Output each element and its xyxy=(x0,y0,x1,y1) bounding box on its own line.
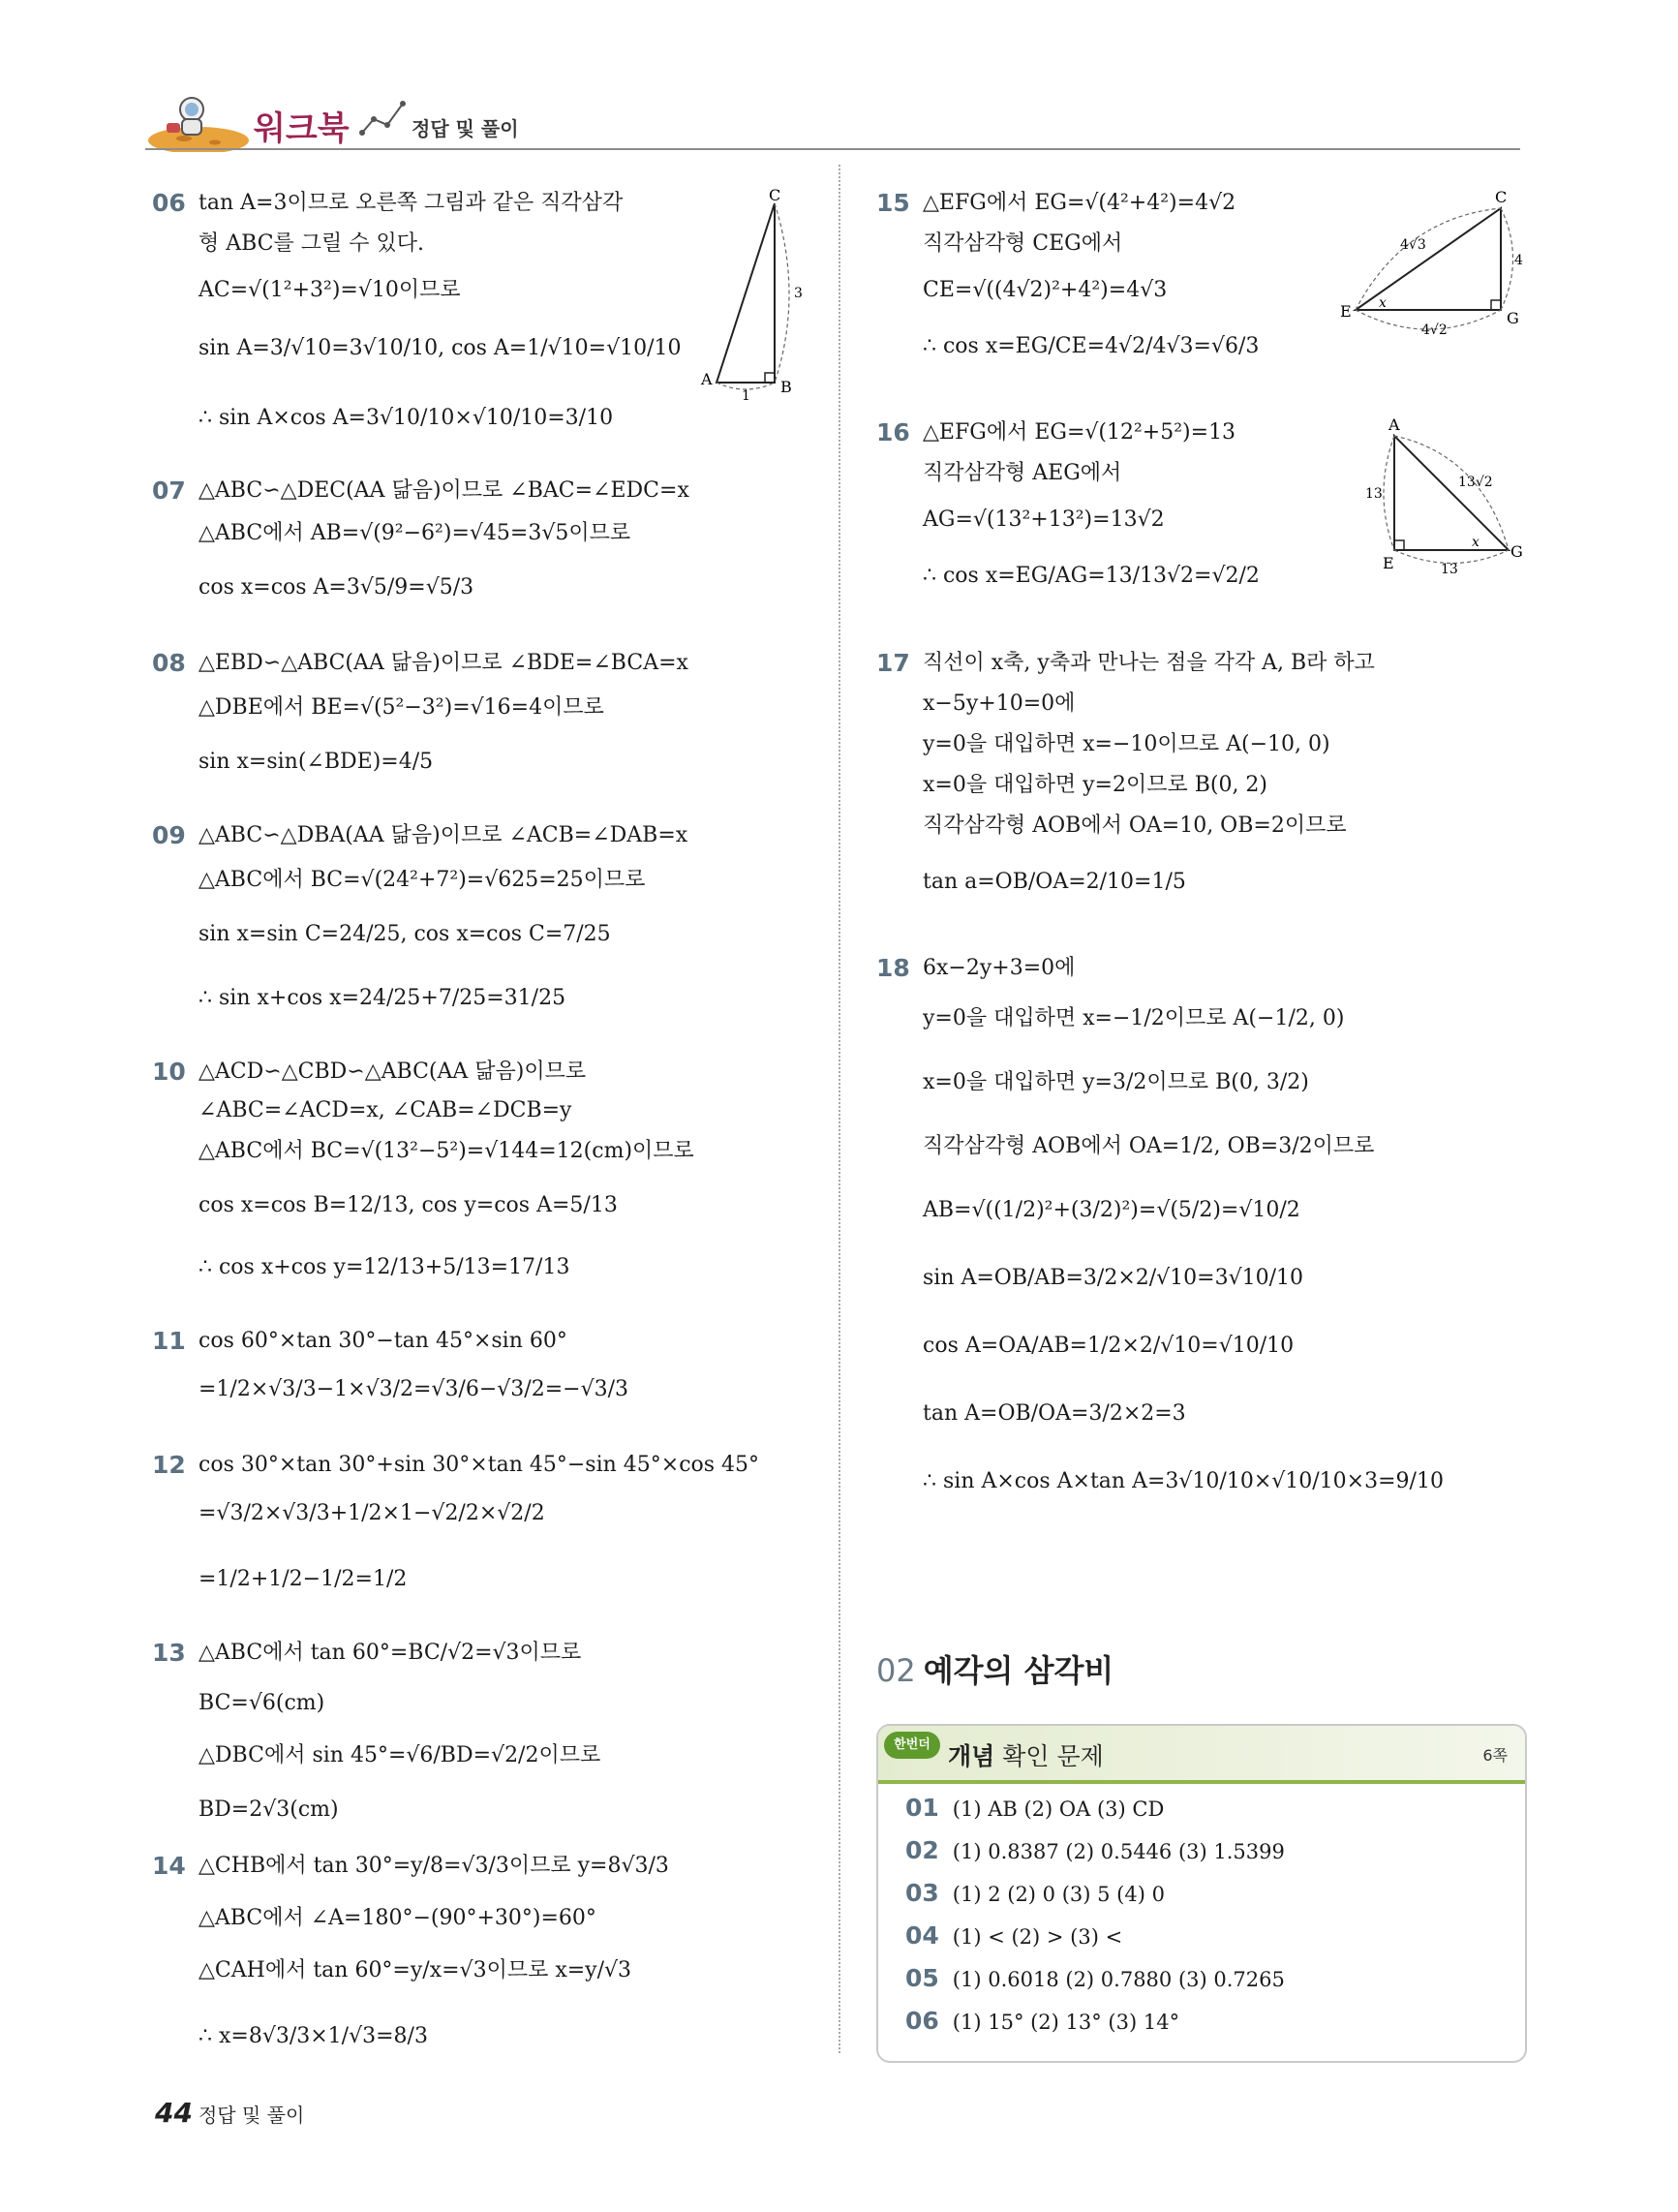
solution-line: 직각삼각형 AOB에서 OA=1/2, OB=3/2이므로 xyxy=(923,1134,1375,1158)
solution-line: =√3/2×√3/3+1/2×1−√2/2×√2/2 xyxy=(198,1501,545,1525)
answer-row xyxy=(905,1794,1164,1822)
answer-number: 02 xyxy=(905,1836,939,1864)
vertex-label-g: G xyxy=(1510,542,1523,561)
solution-line: 형 ABC를 그릴 수 있다. xyxy=(198,231,425,256)
solution-line: cos 60°×tan 30°−tan 45°×sin 60° xyxy=(198,1329,567,1353)
solution-line: cos x=cos A=3√5/9=√5/3 xyxy=(198,575,474,599)
solution-line: △ABC에서 ∠A=180°−(90°+30°)=60° xyxy=(198,1906,596,1930)
solution-line: AC=√(1²+3²)=√10이므로 xyxy=(198,278,461,302)
solution-line: AG=√(13²+13²)=13√2 xyxy=(923,507,1165,532)
solution-line: △ABC에서 AB=√(9²−6²)=√45=3√5이므로 xyxy=(198,521,631,545)
solution-line: △EFG에서 EG=√(4²+4²)=4√2 xyxy=(923,191,1236,215)
problem-number: 16 xyxy=(876,418,910,446)
answer-text: (1) 0.8387 (2) 0.5446 (3) 1.5399 xyxy=(952,1840,1285,1863)
solution-line: cos A=OA/AB=1/2×2/√10=√10/10 xyxy=(923,1334,1295,1358)
solution-line: △ABC에서 BC=√(13²−5²)=√144=12(cm)이므로 xyxy=(198,1139,694,1163)
solution-line: sin A=3/√10=3√10/10, cos A=1/√10=√10/10 xyxy=(198,336,682,360)
side-arc xyxy=(1501,208,1513,310)
footer-label: 정답 및 풀이 xyxy=(198,2104,305,2127)
header-subtitle: 정답 및 풀이 xyxy=(412,117,519,140)
answer-text: (1) AB (2) OA (3) CD xyxy=(952,1797,1165,1821)
astronaut-logo-icon xyxy=(145,92,252,152)
solution-line: △CAH에서 tan 60°=y/x=√3이므로 x=y/√3 xyxy=(198,1958,632,1982)
right-angle-mark xyxy=(1394,540,1404,550)
answer-text: (1) < (2) > (3) < xyxy=(952,1925,1123,1949)
solution-line: sin x=sin(∠BDE)=4/5 xyxy=(198,750,434,774)
problem-number: 10 xyxy=(152,1058,186,1086)
answer-row xyxy=(905,2007,1179,2035)
solution-line: BC=√6(cm) xyxy=(198,1691,325,1715)
right-angle-mark xyxy=(765,373,775,383)
section-title: 예각의 삼각비 xyxy=(923,1652,1114,1689)
problem-number: 13 xyxy=(152,1639,186,1667)
triangle-shape xyxy=(1356,208,1501,310)
problem-number: 12 xyxy=(152,1451,186,1479)
vertex-label-g: G xyxy=(1507,309,1519,327)
problem-number: 15 xyxy=(876,189,910,217)
answer-text: (1) 0.6018 (2) 0.7880 (3) 0.7265 xyxy=(952,1968,1285,1991)
concept-page-ref: 6쪽 xyxy=(1482,1746,1508,1765)
solution-line: △ABC에서 BC=√(24²+7²)=√625=25이므로 xyxy=(198,868,646,892)
solution-line: ∴ cos x+cos y=12/13+5/13=17/13 xyxy=(198,1255,570,1279)
answer-row xyxy=(905,1879,1165,1907)
solution-line: y=0을 대입하면 x=−1/2이므로 A(−1/2, 0) xyxy=(923,1006,1345,1030)
vertex-label-c: C xyxy=(769,189,781,204)
problem-number: 18 xyxy=(876,954,910,982)
solution-line: 직각삼각형 AOB에서 OA=10, OB=2이므로 xyxy=(923,814,1347,838)
concept-box-title xyxy=(948,1737,1104,1772)
constellation-icon xyxy=(358,98,409,140)
side-length-eg: 4√2 xyxy=(1421,323,1448,338)
solution-line: △ABC∽△DBA(AA 닮음)이므로 ∠ACB=∠DAB=x xyxy=(198,823,688,847)
side-length-eg: 13 xyxy=(1441,562,1458,577)
answer-number: 06 xyxy=(905,2007,939,2035)
answer-text: (1) 2 (2) 0 (3) 5 (4) 0 xyxy=(952,1883,1165,1906)
solution-line: x=0을 대입하면 y=3/2이므로 B(0, 3/2) xyxy=(923,1070,1309,1094)
solution-line: △ABC에서 tan 60°=BC/√2=√3이므로 xyxy=(198,1641,582,1665)
header-rule xyxy=(145,148,1520,150)
solution-line: tan a=OB/OA=2/10=1/5 xyxy=(923,870,1186,894)
triangle-aeg-diagram xyxy=(1356,416,1530,581)
answer-number: 05 xyxy=(905,1964,939,1992)
problem-number: 14 xyxy=(152,1852,186,1880)
solution-line: AB=√((1/2)²+(3/2)²)=√(5/2)=√10/2 xyxy=(923,1198,1300,1222)
solution-line: =1/2×√3/3−1×√3/2=√3/6−√3/2=−√3/3 xyxy=(198,1377,628,1401)
solution-line: △DBE에서 BE=√(5²−3²)=√16=4이므로 xyxy=(198,695,604,720)
side-arc xyxy=(1384,436,1394,550)
concept-box-header xyxy=(878,1726,1525,1784)
angle-label-x: x xyxy=(1379,295,1387,311)
header-title: 워크북 xyxy=(254,109,350,148)
problem-number: 09 xyxy=(152,821,186,849)
answer-row xyxy=(905,1836,1285,1864)
solution-line: 6x−2y+3=0에 xyxy=(923,956,1076,980)
side-length-cg: 4 xyxy=(1514,253,1523,268)
answer-number: 04 xyxy=(905,1921,939,1950)
side-length-ab: 1 xyxy=(742,388,750,402)
right-angle-mark xyxy=(1491,300,1501,310)
angle-label-x: x xyxy=(1472,535,1480,550)
concept-title-bold: 개념 xyxy=(948,1742,995,1770)
solution-line: sin x=sin C=24/25, cos x=cos C=7/25 xyxy=(198,922,611,946)
triangle-shape xyxy=(1394,436,1509,550)
problem-number: 06 xyxy=(152,189,186,217)
solution-line: 직각삼각형 CEG에서 xyxy=(923,231,1123,256)
solution-line: x−5y+10=0에 xyxy=(923,691,1076,716)
concept-badge: 한번더 xyxy=(884,1732,940,1759)
solution-line: ∴ sin x+cos x=24/25+7/25=31/25 xyxy=(198,986,566,1010)
side-length-ae: 13 xyxy=(1365,486,1383,502)
solution-line: CE=√((4√2)²+4²)=4√3 xyxy=(923,278,1168,302)
solution-line: tan A=OB/OA=3/2×2=3 xyxy=(923,1401,1186,1426)
triangle-ceg-diagram xyxy=(1336,189,1530,344)
answer-number: 03 xyxy=(905,1879,939,1907)
solution-line: y=0을 대입하면 x=−10이므로 A(−10, 0) xyxy=(923,732,1330,756)
answer-text: (1) 15° (2) 13° (3) 14° xyxy=(952,2011,1180,2034)
solution-line: 직선이 x축, y축과 만나는 점을 각각 A, B라 하고 xyxy=(923,651,1375,675)
problem-number: 07 xyxy=(152,476,186,505)
vertex-label-b: B xyxy=(780,378,792,396)
solution-line: △DBC에서 sin 45°=√6/BD=√2/2이므로 xyxy=(198,1743,601,1767)
vertex-label-a: A xyxy=(701,370,713,388)
solution-line: cos x=cos B=12/13, cos y=cos A=5/13 xyxy=(198,1193,618,1217)
problem-number: 08 xyxy=(152,649,186,677)
triangle-abc-diagram xyxy=(697,189,813,402)
solution-line: △CHB에서 tan 30°=y/8=√3/3이므로 y=8√3/3 xyxy=(198,1854,669,1878)
solution-line: 직각삼각형 AEG에서 xyxy=(923,461,1122,485)
vertex-label-c: C xyxy=(1495,189,1508,206)
solution-line: △ABC∽△DEC(AA 닮음)이므로 ∠BAC=∠EDC=x xyxy=(198,478,689,503)
concept-check-box xyxy=(876,1724,1527,2063)
solution-line: △ACD∽△CBD∽△ABC(AA 닮음)이므로 xyxy=(198,1060,587,1084)
solution-line: =1/2+1/2−1/2=1/2 xyxy=(198,1567,408,1591)
vertex-label-a: A xyxy=(1388,416,1400,434)
answer-row xyxy=(905,1921,1122,1950)
column-divider xyxy=(839,165,840,2053)
answer-row xyxy=(905,1964,1285,1992)
page-footer xyxy=(155,2097,304,2129)
solution-line: △EBD∽△ABC(AA 닮음)이므로 ∠BDE=∠BCA=x xyxy=(198,651,688,675)
page-header xyxy=(145,92,1520,152)
solution-line: △EFG에서 EG=√(12²+5²)=13 xyxy=(923,420,1236,445)
solution-line: cos 30°×tan 30°+sin 30°×tan 45°−sin 45°×cos 45° xyxy=(198,1453,760,1477)
solution-line: ∴ x=8√3/3×1/√3=8/3 xyxy=(198,2024,428,2048)
problem-number: 17 xyxy=(876,649,910,677)
side-length-ag: 13√2 xyxy=(1458,475,1493,490)
page-number: 44 xyxy=(155,2097,193,2129)
solution-line: BD=2√3(cm) xyxy=(198,1797,339,1822)
solution-line: ∴ sin A×cos A×tan A=3√10/10×√10/10×3=9/10 xyxy=(923,1469,1444,1493)
solution-line: ∠ABC=∠ACD=x, ∠CAB=∠DCB=y xyxy=(198,1098,572,1122)
solution-line: ∴ cos x=EG/AG=13/13√2=√2/2 xyxy=(923,564,1260,588)
solution-line: x=0을 대입하면 y=2이므로 B(0, 2) xyxy=(923,773,1268,797)
concept-title-rest: 확인 문제 xyxy=(1002,1742,1104,1770)
triangle-shape xyxy=(717,203,775,383)
solution-line: ∴ cos x=EG/CE=4√2/4√3=√6/3 xyxy=(923,334,1260,358)
solution-line: ∴ sin A×cos A=3√10/10×√10/10=3/10 xyxy=(198,406,614,430)
vertex-label-e: E xyxy=(1383,554,1394,572)
section-number: 02 xyxy=(876,1652,916,1689)
problem-number: 11 xyxy=(152,1327,186,1355)
solution-line: sin A=OB/AB=3/2×2/√10=3√10/10 xyxy=(923,1266,1304,1290)
section-heading xyxy=(876,1646,1114,1691)
side-arc xyxy=(775,203,789,383)
vertex-label-e: E xyxy=(1340,302,1352,321)
solution-line: tan A=3이므로 오른쪽 그림과 같은 직각삼각 xyxy=(198,191,624,215)
answer-number: 01 xyxy=(905,1794,939,1822)
side-length-ce: 4√3 xyxy=(1400,237,1426,253)
side-length-cb: 3 xyxy=(794,286,803,301)
